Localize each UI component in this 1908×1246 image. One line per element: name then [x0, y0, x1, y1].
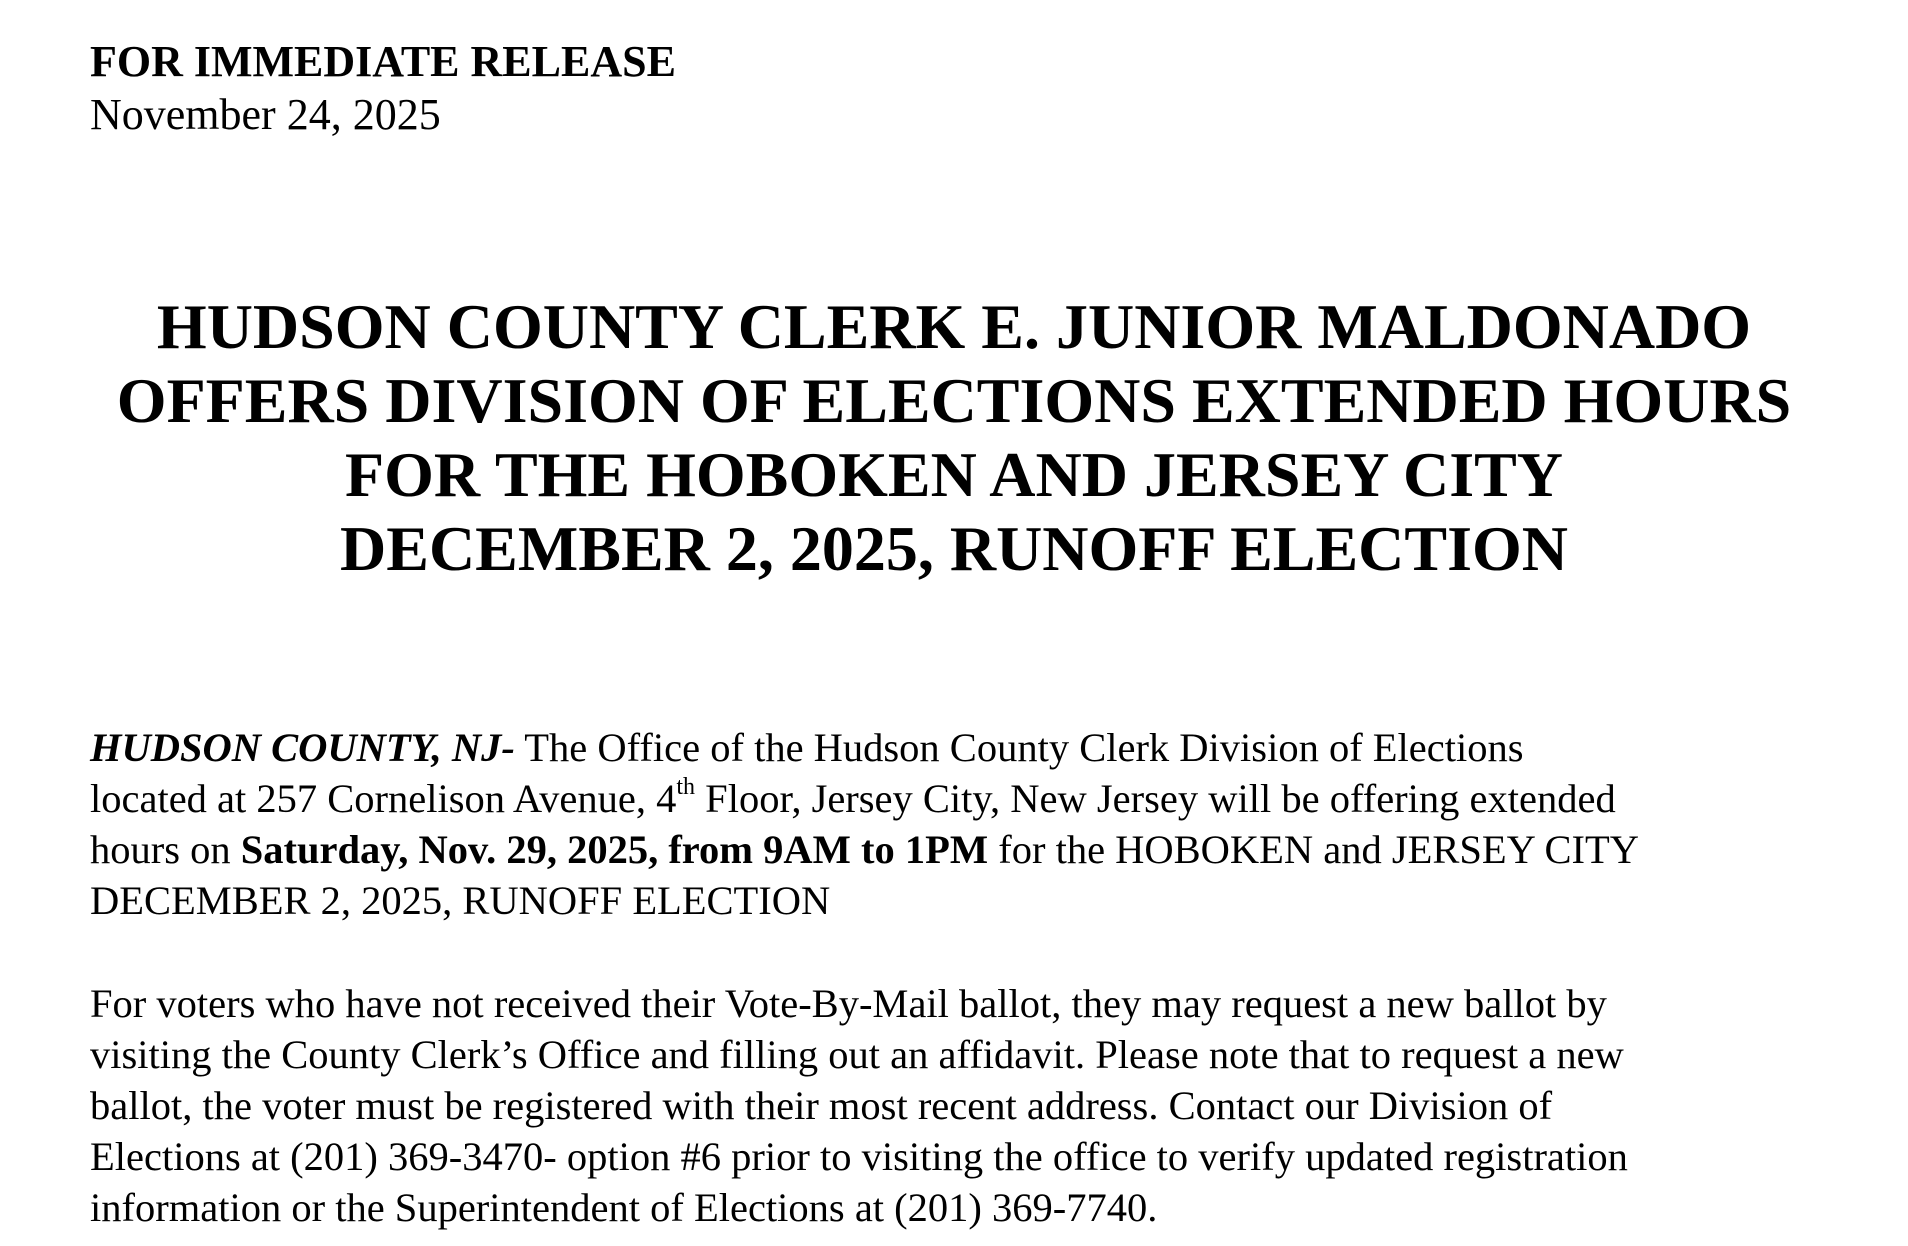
headline-line: HUDSON COUNTY CLERK E. JUNIOR MALDONADO [156, 291, 1752, 362]
extended-hours-text: Saturday, Nov. 29, 2025, from 9AM to 1PM [240, 827, 989, 872]
paragraph-line: For voters who have not received their Vote-By-Mail ballot, they may request a new ballot by [90, 981, 1607, 1026]
dateline: HUDSON COUNTY, NJ- [90, 725, 515, 770]
headline [0, 290, 1908, 586]
paragraph-line [90, 722, 1850, 773]
paragraph-line: Elections at (201) 369-3470- option #6 prior to visiting the office to verify updated registration [90, 1134, 1628, 1179]
announcement-paragraph [90, 722, 1850, 926]
headline-line: OFFERS DIVISION OF ELECTIONS EXTENDED HOURS [116, 365, 1792, 436]
release-date: November 24, 2025 [90, 90, 441, 139]
paragraph-text: hours on [90, 827, 241, 872]
paragraph-text: The Office of the Hudson County Clerk Division of Elections [514, 725, 1524, 770]
paragraph-line: visiting the County Clerk’s Office and filling out an affidavit. Please note that to request a new [90, 1032, 1624, 1077]
paragraph-line: ballot, the voter must be registered with their most recent address. Contact our Division of [90, 1083, 1553, 1128]
paragraph-text: located at 257 Cornelison Avenue, 4 [90, 776, 677, 821]
vote-by-mail-paragraph [90, 978, 1850, 1233]
paragraph-text: Floor, Jersey City, New Jersey will be offering extended [695, 776, 1616, 821]
ordinal-suffix: th [676, 774, 696, 800]
release-label: FOR IMMEDIATE RELEASE [90, 37, 676, 86]
paragraph-line [90, 773, 1850, 824]
paragraph-line: information or the Superintendent of Elections at (201) 369-7740. [90, 1185, 1158, 1230]
paragraph-line: DECEMBER 2, 2025, RUNOFF ELECTION [90, 878, 831, 923]
headline-line: FOR THE HOBOKEN AND JERSEY CITY [345, 439, 1563, 510]
paragraph-line [90, 824, 1850, 875]
paragraph-text: for the HOBOKEN and JERSEY CITY [988, 827, 1640, 872]
headline-line: DECEMBER 2, 2025, RUNOFF ELECTION [340, 513, 1568, 584]
